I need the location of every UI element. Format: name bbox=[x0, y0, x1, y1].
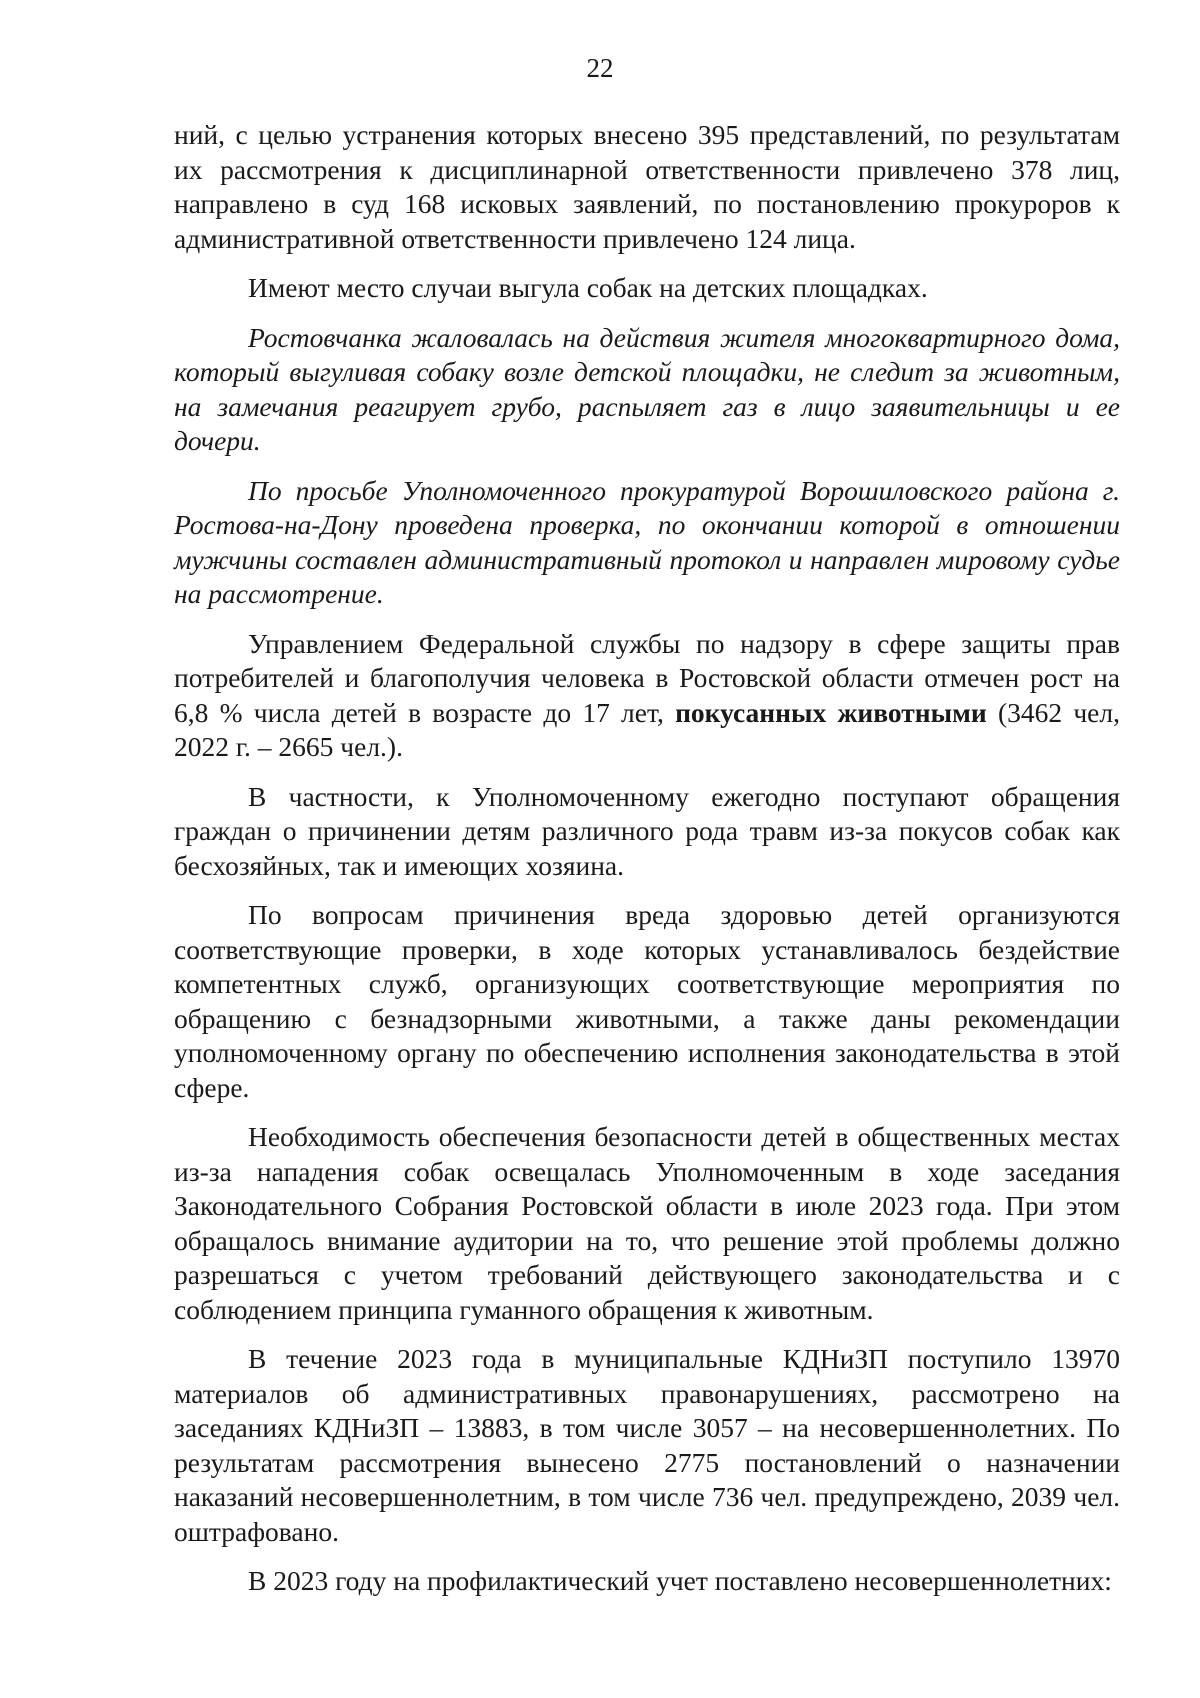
paragraph-appeals: В частности, к Уполномоченному ежегодно поступают обращения граждан о причинении детям различного рода травм из-за покусов собак как бесхозяйных, так и имеющих хозяина. bbox=[174, 780, 1120, 881]
paragraph-registration: В 2023 году на профилактический учет поставлено несовершеннолетних: bbox=[248, 1565, 1112, 1596]
paragraph-inspections: По вопросам причинения вреда здоровью детей организуются соответствующие проверки, в ходе которых устанавливалось бездействие компетентных служб, организующих соответствующие мероприятия по обращению с безнадзорными животными, а также даны рекомендации уполномоченному органу по обеспечению исполнения законодательства в этой сфере. bbox=[174, 899, 1120, 1103]
paragraph-safety: Необходимость обеспечения безопасности детей в общественных местах из-за нападения собак освещалась Уполномоченным в ходе заседания Законодательного Собрания Ростовской области в июле 2023 года. При этом обращалось внимание аудитории на то, что решение этой проблемы должно разрешаться с учетом требований действующего законодательства и с соблюдением принципа гуманного обращения к животным. bbox=[174, 1121, 1120, 1325]
document-body bbox=[174, 118, 1120, 1614]
paragraph-complaint-example: Ростовчанка жаловалась на действия жителя многоквартирного дома, который выгуливая собаку возле детской площадки, не следит за животным, на замечания реагирует грубо, распыляет газ в лицо заявительницы и ее дочери. bbox=[174, 321, 1120, 456]
paragraph-rospotrebnadzor-text-2: (3462 чел, 2022 г. – 2665 чел.). bbox=[174, 696, 1120, 762]
page-number: 22 bbox=[586, 53, 614, 83]
paragraph-rospotrebnadzor-text-1: Управлением Федеральной службы по надзору в сфере защиты прав потребителей и благополучия человека в Ростовской области отмечен рост на 6,8 % числа детей в возрасте до 17 лет, bbox=[174, 627, 1120, 728]
paragraph-rospotrebnadzor-bold: покусанных животными bbox=[675, 696, 987, 728]
paragraph-kdnizp: В течение 2023 года в муниципальные КДНиЗП поступило 13970 материалов об административных правонарушениях, рассмотрено на заседаниях КДНиЗП – 13883, в том числе 3057 – на несовершеннолетних. По результатам рассмотрения вынесено 2775 постановлений о назначении наказаний несовершеннолетним, в том числе 736 чел. предупреждено, 2039 чел. оштрафовано. bbox=[174, 1343, 1120, 1547]
paragraph-continuation: ний, с целью устранения которых внесено 395 представлений, по результатам их рассмотрения к дисциплинарной ответственности привлечено 378 лиц, направлено в суд 168 исковых заявлений, по постановлению прокуроров к административной ответственности привлечено 124 лица. bbox=[174, 119, 1120, 254]
paragraph-dog-walking: Имеют место случаи выгула собак на детских площадках. bbox=[248, 272, 928, 303]
paragraph-rospotrebnadzor bbox=[174, 627, 1120, 765]
paragraph-prosecutor-check: По просьбе Уполномоченного прокуратурой Ворошиловского района г. Ростова-на-Дону проведена проверка, по окончании которой в отношении мужчины составлен административный протокол и направлен мировому судье на рассмотрение. bbox=[174, 474, 1120, 609]
